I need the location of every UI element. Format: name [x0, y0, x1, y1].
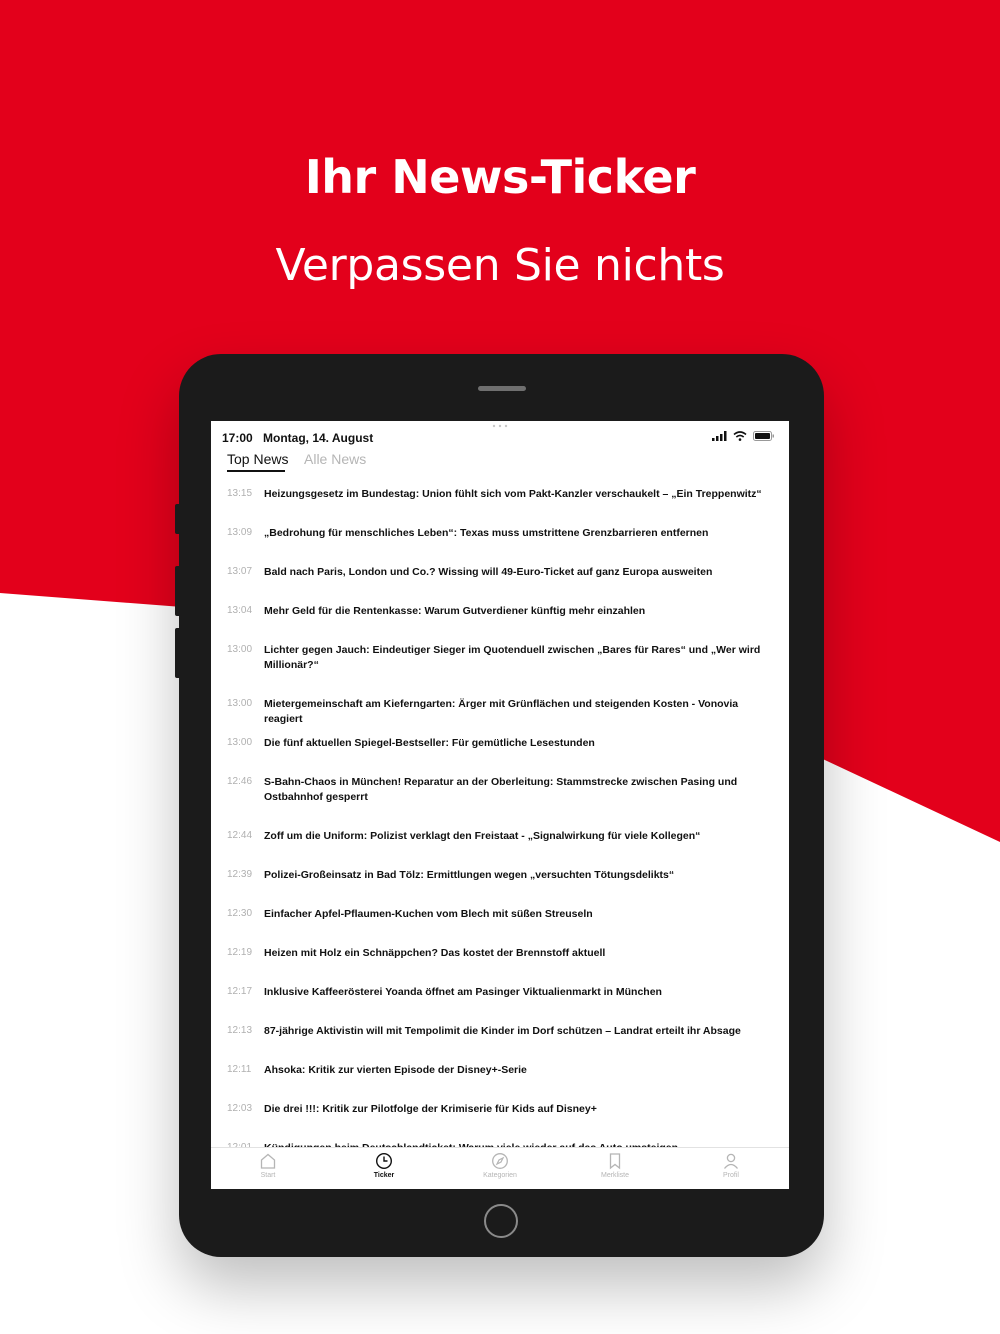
- news-time: 12:30: [227, 908, 253, 919]
- nav-label-kategorien: Kategorien: [483, 1172, 517, 1179]
- nav-label-merkliste: Merkliste: [600, 1172, 629, 1179]
- news-title: Einfacher Apfel-Pflaumen-Kuchen vom Blech mit süßen Streuseln: [264, 908, 593, 920]
- news-title: Die fünf aktuellen Spiegel-Bestseller: Für gemütliche Lesestunden: [264, 737, 595, 749]
- nav-profil[interactable]: [691, 1152, 771, 1179]
- hero-title: Ihr News-Ticker: [304, 150, 696, 204]
- news-title: Mietergemeinschaft am Kieferngarten: Ärger mit Grünflächen und steigenden Kosten - Vonovia reagiert: [264, 698, 739, 725]
- news-title: Zoff um die Uniform: Polizist verklagt den Freistaat - „Signalwirkung für viele Kollegen“: [264, 830, 701, 842]
- news-time: 13:15: [227, 488, 253, 499]
- news-title: Polizei-Großeinsatz in Bad Tölz: Ermittlungen wegen „versuchten Tötungsdelikts“: [264, 869, 675, 881]
- status-icons: [712, 430, 775, 442]
- status-time: 17:00: [222, 431, 253, 445]
- news-title: Mehr Geld für die Rentenkasse: Warum Gutverdiener künftig mehr einzahlen: [264, 605, 646, 617]
- nav-label-start: Start: [260, 1172, 276, 1179]
- tablet-home-button[interactable]: [484, 1204, 518, 1238]
- news-title: Lichter gegen Jauch: Eindeutiger Sieger im Quotenduell zwischen „Bares für Rares“ und „Wer wird Millionär?“: [264, 644, 761, 671]
- news-time: 13:00: [227, 644, 253, 655]
- app-screen: [211, 421, 789, 1189]
- news-title: S-Bahn-Chaos in München! Reparatur an der Oberleitung: Stammstrecke zwischen Pasing und Ostbahnhof gesperrt: [264, 776, 738, 803]
- active-tab-indicator: [227, 470, 285, 472]
- news-time: 12:17: [227, 986, 253, 997]
- news-title: „Bedrohung für menschliches Leben“: Texas muss umstrittene Grenzbarrieren entfernen: [264, 527, 709, 539]
- news-time: 13:07: [227, 566, 253, 577]
- news-time: 12:44: [227, 830, 253, 841]
- nav-label-ticker: Ticker: [373, 1172, 395, 1179]
- clock-icon: [375, 1152, 393, 1170]
- news-time: 12:46: [227, 776, 253, 787]
- news-time: 12:19: [227, 947, 253, 958]
- news-time: 12:39: [227, 869, 253, 880]
- news-time: 12:11: [227, 1064, 252, 1075]
- news-title: Die drei !!!: Kritik zur Pilotfolge der Krimiserie für Kids auf Disney+: [264, 1103, 597, 1115]
- tablet-device: [179, 354, 824, 1257]
- news-time: 12:13: [227, 1025, 253, 1036]
- nav-ticker[interactable]: [344, 1152, 424, 1179]
- news-time: 13:04: [227, 605, 253, 616]
- battery-icon: [753, 431, 775, 441]
- multitask-dots-icon[interactable]: [491, 424, 509, 428]
- news-time: 13:00: [227, 737, 253, 748]
- news-title: Bald nach Paris, London und Co.? Wissing will 49-Euro-Ticket auf ganz Europa ausweiten: [264, 566, 713, 578]
- bookmark-icon: [606, 1152, 624, 1170]
- signal-icon: [712, 431, 727, 441]
- nav-merkliste[interactable]: [575, 1152, 655, 1179]
- volume-up-button: [175, 566, 180, 616]
- tab-alle-news[interactable]: Alle News: [304, 451, 367, 467]
- news-time: 13:00: [227, 698, 253, 709]
- news-title: Heizungsgesetz im Bundestag: Union fühlt sich vom Pakt-Kanzler verschaukelt – „Ein Treppenwitz“: [264, 488, 762, 500]
- profile-icon: [722, 1152, 740, 1170]
- home-icon: [259, 1152, 277, 1170]
- compass-icon: [491, 1152, 509, 1170]
- status-bar: [211, 421, 789, 449]
- nav-label-profil: Profil: [723, 1172, 739, 1179]
- news-title: Ahsoka: Kritik zur vierten Episode der Disney+-Serie: [264, 1064, 527, 1076]
- news-title: Heizen mit Holz ein Schnäppchen? Das kostet der Brennstoff aktuell: [264, 947, 606, 959]
- nav-start[interactable]: [228, 1152, 308, 1179]
- status-date: Montag, 14. August: [263, 431, 374, 445]
- tab-top-news[interactable]: Top News: [227, 451, 289, 467]
- news-title: 87-jährige Aktivistin will mit Tempolimit die Kinder im Dorf schützen – Landrat erteilt ihr Absage: [264, 1025, 741, 1037]
- bottom-navigation: [211, 1147, 789, 1189]
- news-time: 12:03: [227, 1103, 253, 1114]
- nav-kategorien[interactable]: [460, 1152, 540, 1179]
- tablet-speaker: [478, 386, 526, 391]
- mute-switch: [175, 504, 180, 534]
- news-title: Inklusive Kaffeerösterei Yoanda öffnet am Pasinger Viktualienmarkt in München: [264, 986, 662, 998]
- volume-down-button: [175, 628, 180, 678]
- wifi-icon: [733, 431, 747, 441]
- hero-subtitle: Verpassen Sie nichts: [275, 240, 725, 291]
- news-time: 13:09: [227, 527, 253, 538]
